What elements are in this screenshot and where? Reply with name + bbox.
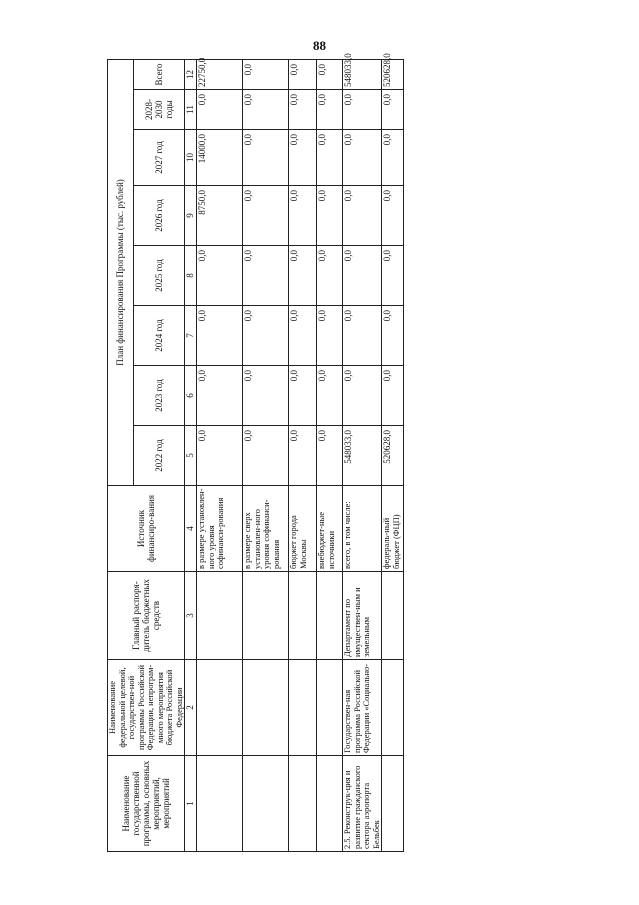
value-cell: 14000,0 (197, 130, 243, 186)
federal-program-cell (317, 660, 343, 756)
table-row (243, 59, 289, 851)
value-cell: 0,0 (243, 366, 289, 426)
funding-source-cell: федераль-ный бюджет (ФЦП) (382, 486, 404, 572)
value-cell: 0,0 (343, 306, 382, 366)
col-number: 2 (185, 660, 197, 756)
value-cell: 0,0 (317, 59, 343, 89)
header-year-2027: 2027 год (133, 130, 184, 186)
table-row (289, 59, 317, 851)
value-cell: 0,0 (197, 306, 243, 366)
header-federal-program: Наименование федеральной целевой, государствен-ной программы Российской Федерации, непрограм-много мероприятия бюджета Российской Федерации (108, 660, 185, 756)
value-cell: 548033,0 (343, 426, 382, 486)
program-name-cell (289, 756, 317, 852)
value-cell: 0,0 (382, 246, 404, 306)
header-budget-manager: Главный распоря-дитель бюджетных средств (108, 572, 185, 660)
value-cell: 22750,0 (197, 59, 243, 89)
value-cell: 0,0 (317, 186, 343, 246)
col-number: 4 (185, 486, 197, 572)
value-cell: 0,0 (289, 246, 317, 306)
col-number: 6 (185, 366, 197, 426)
col-number: 9 (185, 186, 197, 246)
value-cell: 0,0 (343, 246, 382, 306)
value-cell: 0,0 (243, 306, 289, 366)
program-name-cell: 2.5. Реконструк-ция и развитие гражданского сектора аэропорта Бельбек (343, 756, 382, 852)
value-cell: 0,0 (243, 426, 289, 486)
header-total: Всего (133, 59, 184, 89)
col-number: 10 (185, 130, 197, 186)
value-cell: 0,0 (343, 186, 382, 246)
header-year-2022: 2022 год (133, 426, 184, 486)
col-number: 12 (185, 59, 197, 89)
header-plan: План финансирования Программы (тыс. рублей) (108, 59, 134, 485)
funding-source-cell: в размере сверх установлен-ного уровня софинанси-рования (243, 486, 289, 572)
table-rotator (107, 53, 401, 852)
value-cell: 0,0 (317, 246, 343, 306)
value-cell: 0,0 (382, 306, 404, 366)
value-cell: 0,0 (243, 246, 289, 306)
col-number: 5 (185, 426, 197, 486)
table-row (197, 59, 243, 851)
col-number: 3 (185, 572, 197, 660)
value-cell: 0,0 (289, 306, 317, 366)
value-cell: 0,0 (197, 90, 243, 130)
federal-program-cell: Государствен-ная программа Российской Федерации «Социально- (343, 660, 382, 756)
value-cell: 0,0 (382, 186, 404, 246)
value-cell: 0,0 (382, 90, 404, 130)
value-cell: 8750,0 (197, 186, 243, 246)
value-cell: 0,0 (317, 366, 343, 426)
value-cell: 0,0 (317, 306, 343, 366)
value-cell: 0,0 (197, 426, 243, 486)
header-program-name: Наименование государственной программы, основных мероприятий, мероприятий (108, 756, 185, 852)
federal-program-cell (382, 660, 404, 756)
financing-table (107, 53, 404, 852)
federal-program-cell (197, 660, 243, 756)
value-cell: 0,0 (289, 426, 317, 486)
funding-source-cell: всего, в том числе: (343, 486, 382, 572)
table-row (343, 59, 382, 851)
funding-source-cell: бюджет города Москвы (289, 486, 317, 572)
header-year-2025: 2025 год (133, 246, 184, 306)
program-name-cell (382, 756, 404, 852)
value-cell: 0,0 (343, 366, 382, 426)
col-number: 11 (185, 90, 197, 130)
value-cell: 0,0 (343, 130, 382, 186)
value-cell: 0,0 (289, 130, 317, 186)
table-row (317, 59, 343, 851)
value-cell: 0,0 (197, 246, 243, 306)
value-cell: 0,0 (197, 366, 243, 426)
col-number: 7 (185, 306, 197, 366)
value-cell: 0,0 (289, 59, 317, 89)
page-number: 88 (313, 38, 326, 53)
value-cell: 0,0 (243, 59, 289, 89)
column-number-row (185, 59, 197, 851)
header-year-2026: 2026 год (133, 186, 184, 246)
federal-program-cell (243, 660, 289, 756)
budget-manager-cell (289, 572, 317, 660)
program-name-cell (197, 756, 243, 852)
value-cell: 0,0 (243, 130, 289, 186)
value-cell: 0,0 (317, 426, 343, 486)
value-cell: 0,0 (243, 90, 289, 130)
table-body (196, 53, 404, 851)
budget-manager-cell: Департамент по имуществен-ным и земельным (343, 572, 382, 660)
value-cell: 548033,0 (343, 59, 382, 89)
value-cell: 0,0 (289, 90, 317, 130)
budget-manager-cell (317, 572, 343, 660)
rotated-table-area (107, 53, 401, 852)
value-cell: 0,0 (289, 366, 317, 426)
value-cell: 0,0 (382, 130, 404, 186)
program-name-cell (317, 756, 343, 852)
value-cell: 0,0 (289, 186, 317, 246)
funding-source-cell: внебюджет-ные источники (317, 486, 343, 572)
header-year-2028-2030: 2028-2030 годы (133, 90, 184, 130)
budget-manager-cell (382, 572, 404, 660)
value-cell: 0,0 (343, 90, 382, 130)
value-cell: 0,0 (317, 90, 343, 130)
header-year-2024: 2024 год (133, 306, 184, 366)
funding-source-cell: в размере установлен-ного уровня софинанси-рования (197, 486, 243, 572)
value-cell: 520628,0 (382, 59, 404, 89)
federal-program-cell (289, 660, 317, 756)
header-funding-source: Источник финансиро-вания (108, 486, 185, 572)
value-cell: 0,0 (317, 130, 343, 186)
budget-manager-cell (197, 572, 243, 660)
budget-manager-cell (243, 572, 289, 660)
col-number: 8 (185, 246, 197, 306)
header-year-2023: 2023 год (133, 366, 184, 426)
program-name-cell (243, 756, 289, 852)
col-number: 1 (185, 756, 197, 852)
value-cell: 0,0 (382, 366, 404, 426)
value-cell: 0,0 (243, 186, 289, 246)
value-cell: 520628,0 (382, 426, 404, 486)
table-row (382, 59, 404, 851)
